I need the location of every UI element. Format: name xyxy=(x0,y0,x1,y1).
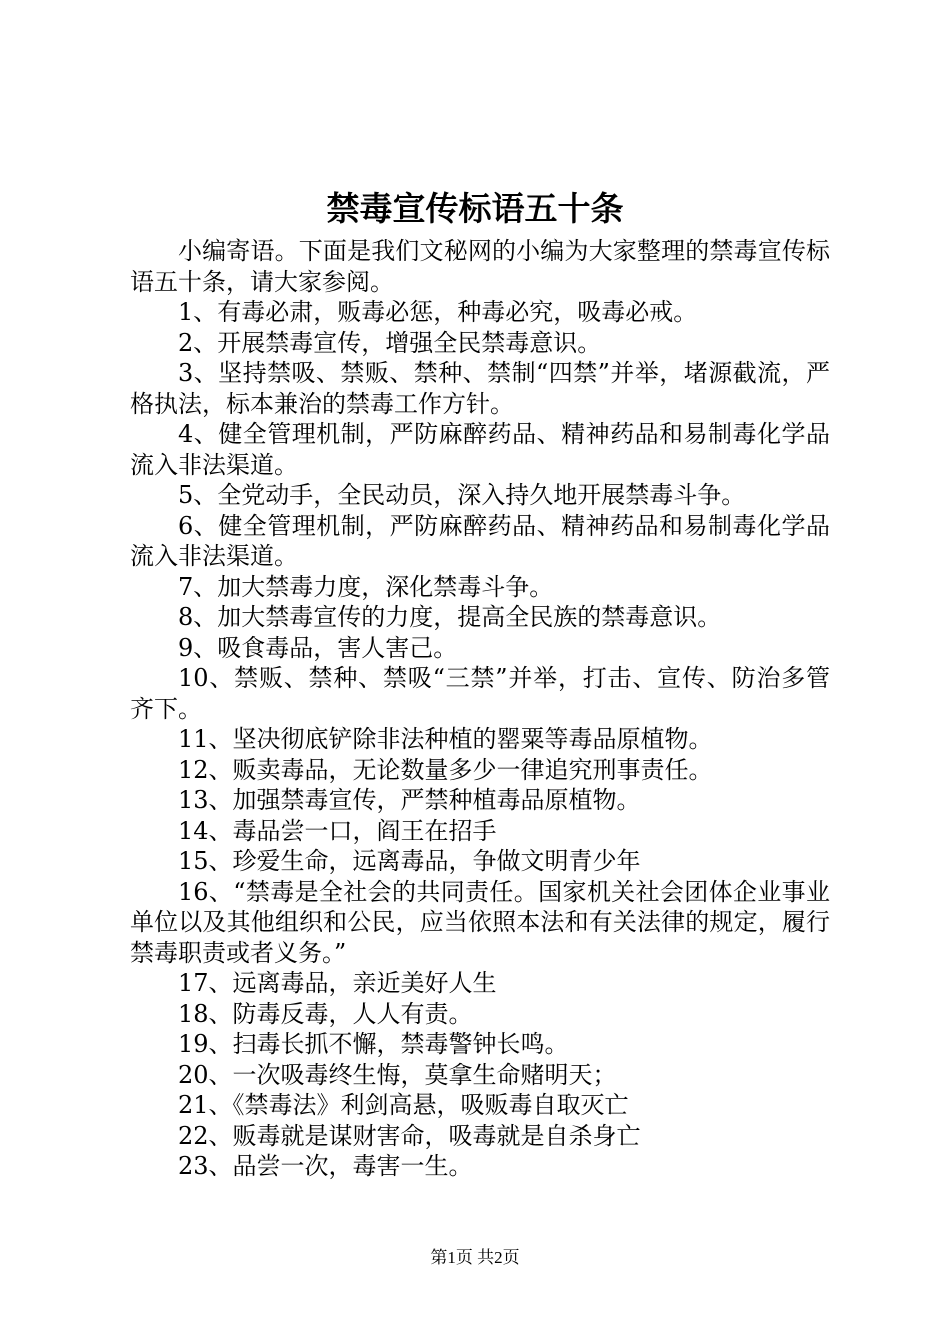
slogan-item: 11、坚决彻底铲除非法种植的罂粟等毒品原植物。 xyxy=(178,725,713,753)
slogan-item: 21、《禁毒法》利剑高悬，吸贩毒自取灭亡 xyxy=(178,1091,629,1119)
slogan-item: 8、加大禁毒宣传的力度，提高全民族的禁毒意识。 xyxy=(178,603,722,631)
slogan-item: 17、远离毒品，亲近美好人生 xyxy=(178,969,497,997)
slogan-item: 13、加强禁毒宣传，严禁种植毒品原植物。 xyxy=(178,786,641,814)
slogan-item: 22、贩毒就是谋财害命，吸毒就是自杀身亡 xyxy=(178,1121,641,1150)
slogan-item: 19、扫毒长抓不懈，禁毒警钟长鸣。 xyxy=(178,1030,569,1058)
slogan-item: 20、一次吸毒终生悔，莫拿生命赌明天； xyxy=(178,1060,617,1089)
slogan-item: 10、禁贩、禁种、禁吸“三禁”并举，打击、宣传、防治多管齐下。 xyxy=(130,664,830,723)
intro-paragraph: 小编寄语。下面是我们文秘网的小编为大家整理的禁毒宣传标语五十条，请大家参阅。 xyxy=(130,237,830,296)
document-title: 禁毒宣传标语五十条 xyxy=(326,189,624,228)
slogan-item: 16、“禁毒是全社会的共同责任。国家机关社会团体企业事业单位以及其他组织和公民，应当依照本法和有关法律的规定，履行禁毒职责或者义务。” xyxy=(130,877,830,967)
slogan-item: 23、品尝一次，毒害一生。 xyxy=(178,1152,473,1180)
slogan-item: 15、珍爱生命，远离毒品，争做文明青少年 xyxy=(178,847,641,875)
slogan-item: 3、坚持禁吸、禁贩、禁种、禁制“四禁”并举，堵源截流，严格执法，标本兼治的禁毒工作方针。 xyxy=(130,359,830,418)
slogan-item: 14、毒品尝一口，阎王在招手 xyxy=(178,816,497,845)
document-body xyxy=(130,236,830,1182)
slogan-item: 6、健全管理机制，严防麻醉药品、精神药品和易制毒化学品流入非法渠道。 xyxy=(130,511,830,570)
slogan-item: 18、防毒反毒，人人有责。 xyxy=(178,999,473,1028)
slogan-item: 4、健全管理机制，严防麻醉药品、精神药品和易制毒化学品流入非法渠道。 xyxy=(130,420,830,479)
slogan-item: 1、有毒必肃，贩毒必惩，种毒必究，吸毒必戒。 xyxy=(178,298,698,326)
slogan-item: 12、贩卖毒品，无论数量多少一律追究刑事责任。 xyxy=(178,755,713,784)
slogan-item: 9、吸食毒品，害人害己。 xyxy=(178,633,458,662)
slogan-item: 5、全党动手，全民动员，深入持久地开展禁毒斗争。 xyxy=(178,481,746,509)
slogan-item: 7、加大禁毒力度，深化禁毒斗争。 xyxy=(178,572,554,601)
page-number-footer: 第1页 共2页 xyxy=(430,1248,520,1267)
slogan-item: 2、开展禁毒宣传，增强全民禁毒意识。 xyxy=(178,328,602,357)
